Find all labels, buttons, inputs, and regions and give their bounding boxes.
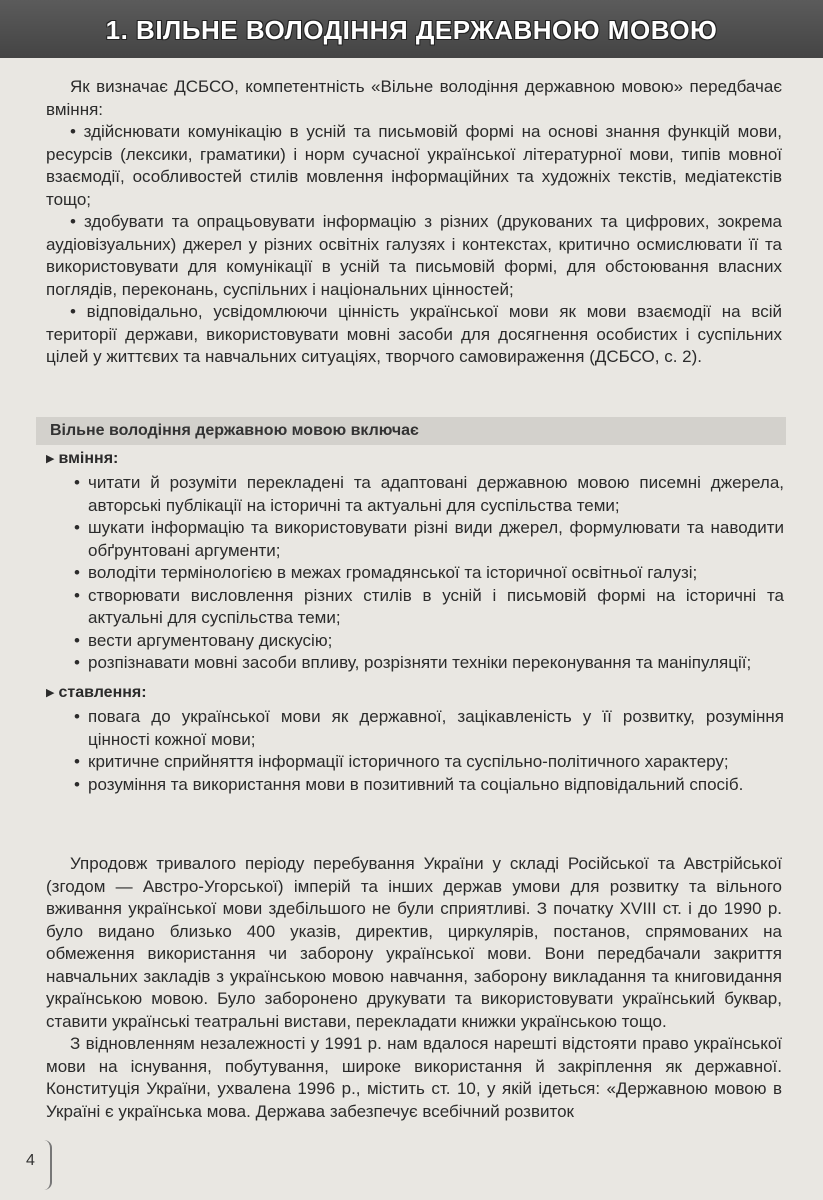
attitudes-label: ставлення: [58,684,147,701]
attitudes-list [72,706,784,796]
section-title: Вільне володіння державною мовою включає [50,422,419,439]
bullet-dot-icon: • [74,752,80,771]
list-item: • повага до української мови як державної, зацікавленість у її розвитку, розуміння цінності кожної мови; [74,707,784,749]
list-item: • шукати інформацію та використовувати різні види джерел, формулювати та наводити обґрунтовані аргументи; [74,518,784,560]
intro-lead: Як визначає ДСБСО, компетентність «Вільне володіння державною мовою» передбачає вміння: [46,77,782,119]
list-item: • володіти термінологією в межах громадянської та історичної освітньої галузі; [72,562,784,585]
bullet-dot-icon: • [74,707,80,726]
list-item: • вести аргументовану дискусію; [72,630,784,653]
intro-bullet: • здобувати та опрацьовувати інформацію з різних (друкованих та цифрових, зокрема аудіовізуальних) джерел у різних освітніх галузях і контекстах, критично осмислювати її та використовувати для комунікації в усній та письмовій формі, для обстоювання власних поглядів, переконань, суспільних і національних цінностей; [46,212,782,299]
skills-list [72,472,784,675]
bullet-dot-icon: • [74,563,80,582]
list-item: • створювати висловлення різних стилів в усній і письмовій формі на історичні та актуальні для суспільства теми; [74,585,784,627]
list-item: • критичне сприйняття інформації історичного та суспільно-політичного характеру; [72,751,784,774]
bullet-dot-icon: • [74,518,80,537]
attitudes-heading [46,684,147,702]
body-text [46,853,782,1123]
triangle-bullet-icon: ▶ [46,453,55,465]
chapter-header-bar [0,0,823,58]
body-paragraph: З відновленням незалежності у 1991 р. нам вдалося нарешті відстояти право української мови на існування, побутування, широке використання й закріплення як державної. Конституція України, ухвалена 1996 р., містить ст. 10, у якій ідеться: «Державною мовою в Україні є українська мова. Держава забезпечує всебічний розвиток [46,1034,782,1121]
intro-block [46,76,782,369]
list-item: • розпізнавати мовні засоби впливу, розрізняти техніки переконування та маніпуляції; [72,652,784,675]
bullet-dot-icon: • [74,630,80,650]
intro-bullet: • відповідально, усвідомлюючи цінність української мови як мови взаємодії на всій території держави, використовувати мовні засоби для досягнення особистих і суспільних цілей у життєвих та навчальних ситуаціях, творчого самовираження (ДСБСО, с. 2). [46,302,782,366]
skills-heading [46,450,118,468]
triangle-bullet-icon: ▶ [46,687,55,699]
bullet-dot-icon: • [74,774,80,794]
bullet-dot-icon: • [74,653,80,672]
intro-bullet: • здійснювати комунікацію в усній та письмовій формі на основі знання функцій мови, ресурсів (лексики, граматики) і норм сучасної української літературної мови, типів мовної взаємодії, особливостей стилів мовлення інформаційних та художніх текстів, медіатекстів тощо; [46,122,782,209]
skills-label: вміння: [58,450,119,467]
section-header [36,417,786,445]
page-number: 4 [26,1152,35,1169]
body-paragraph: Упродовж тривалого періоду перебування України у складі Російської та Австрійської (згодом — Австро-Угорської) імперій та інших держав умови для розвитку та вільного вживання української мови здебільшого не були сприятливі. З початку XVIII ст. і до 1990 р. було видано близько 400 указів, директив, циркулярів, постанов, спрямованих на обмеження використання чи заборону української мови. Вони передбачали закриття навчальних закладів з українською мовою навчання, заборону викладання та книговидання українською мовою. Було заборонено друкувати та використовувати український буквар, ставити українські театральні вистави, перекладати книжки українською тощо. [46,854,782,1031]
chapter-title: 1. ВІЛЬНЕ ВОЛОДІННЯ ДЕРЖАВНОЮ МОВОЮ [105,15,718,45]
list-item: • читати й розуміти перекладені та адаптовані державною мовою писемні джерела, авторські публікації на історичні та актуальні для суспільства теми; [74,473,784,515]
page-number-bracket [40,1140,52,1190]
bullet-dot-icon: • [74,473,80,492]
bullet-dot-icon: • [74,585,80,605]
list-item: • розуміння та використання мови в позитивний та соціально відповідальний спосіб. [72,774,784,797]
